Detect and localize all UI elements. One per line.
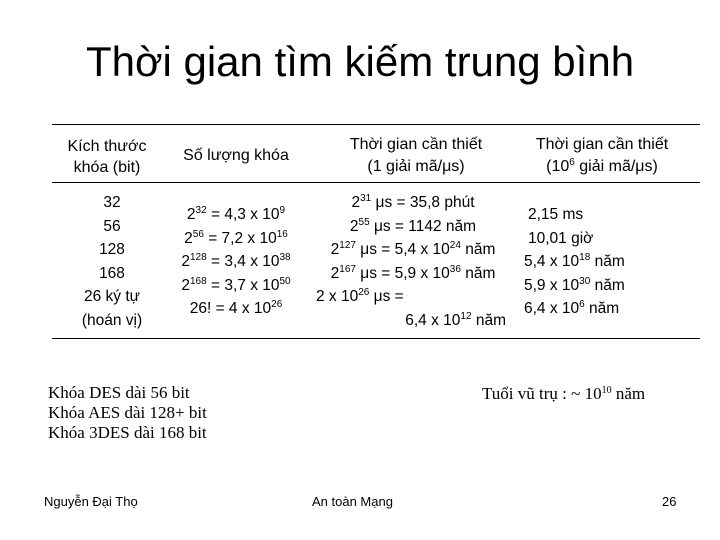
header-time-2-line2: ($10^6$ giải mã/μs) <box>546 157 658 175</box>
header-rule <box>52 182 700 183</box>
num-keys-cell: 26! = 4 x $10^{26}$ <box>189 299 283 317</box>
time-2-cell: 10,01 giờ <box>528 229 594 247</box>
header-key-size <box>52 136 162 178</box>
header-time-1 <box>318 134 514 178</box>
time-1-cell: $2^{31}$ μs = 35,8 phút <box>351 193 475 211</box>
time-1-cell: $2^{55}$ μs = 1142 năm <box>349 216 477 235</box>
footer-course: An toàn Mạng <box>312 494 393 509</box>
time-2-cell: 5,4 x $10^{18}$ năm <box>524 252 625 270</box>
key-size-cell: 168 <box>99 264 125 282</box>
page-number: 26 <box>662 494 677 509</box>
key-size-column <box>56 191 168 332</box>
key-size-cell: 128 <box>99 241 125 258</box>
header-time-1-line2: (1 giải mã/μs) <box>367 158 465 175</box>
num-keys-cell: $2^{128} = 3,4$ x $10^{38}$ <box>181 252 291 270</box>
time-1-cell: $2^{127}$ μs = 5,4 x $10^{24}$ năm <box>330 240 496 258</box>
key-size-cell: (hoán vị) <box>81 311 143 329</box>
num-keys-cell: $2^{32} = 4,3$ x $10^9$ <box>186 205 286 223</box>
time-2-cell: 2,15 ms <box>528 206 584 223</box>
header-time-2 <box>514 134 690 178</box>
header-key-size-line1: Kích thước <box>67 138 147 155</box>
time-2-cell: 6,4 x $10^6$ năm <box>524 299 620 317</box>
note-des: Khóa DES dài 56 bit <box>48 383 190 402</box>
key-size-cell: 26 ký tự <box>83 288 141 305</box>
num-keys-cell: $2^{56} = 7,2$ x $10^{16}$ <box>184 228 288 247</box>
time-2-column <box>524 203 654 321</box>
header-num-keys: Số lượng khóa <box>183 147 289 164</box>
header-key-size-line2: khóa (bit) <box>73 159 141 176</box>
time-2-cell: 5,9 x $10^{30}$ năm <box>524 275 625 294</box>
time-1-cell: 6,4 x $10^{12}$ năm <box>405 310 506 329</box>
key-length-notes <box>48 383 207 443</box>
footer-author: Nguyễn Đại Thọ <box>44 494 138 509</box>
key-size-cell: 56 <box>103 217 121 235</box>
slide-title: Thời gian tìm kiếm trung bình <box>85 38 635 85</box>
note-3des: Khóa 3DES dài 168 bit <box>48 423 207 442</box>
header-time-2-line1: Thời gian cần thiết <box>535 136 669 153</box>
universe-age-note: Tuổi vũ trụ : ~ $10^{10}$ năm <box>482 384 646 403</box>
header-top-rule <box>52 124 700 125</box>
time-1-cell: 2 x $10^{26}$ μs = <box>316 287 404 305</box>
table-bottom-rule <box>52 338 700 339</box>
note-aes: Khóa AES dài 128+ bit <box>48 403 207 422</box>
time-1-column <box>310 191 516 332</box>
num-keys-column <box>166 203 306 321</box>
time-1-cell: $2^{167}$ μs = 5,9 x $10^{36}$ năm <box>330 263 496 282</box>
header-time-1-line1: Thời gian cần thiết <box>349 136 483 153</box>
key-size-cell: 32 <box>103 194 121 211</box>
num-keys-cell: $2^{168} = 3,7$ x $10^{50}$ <box>181 275 291 294</box>
